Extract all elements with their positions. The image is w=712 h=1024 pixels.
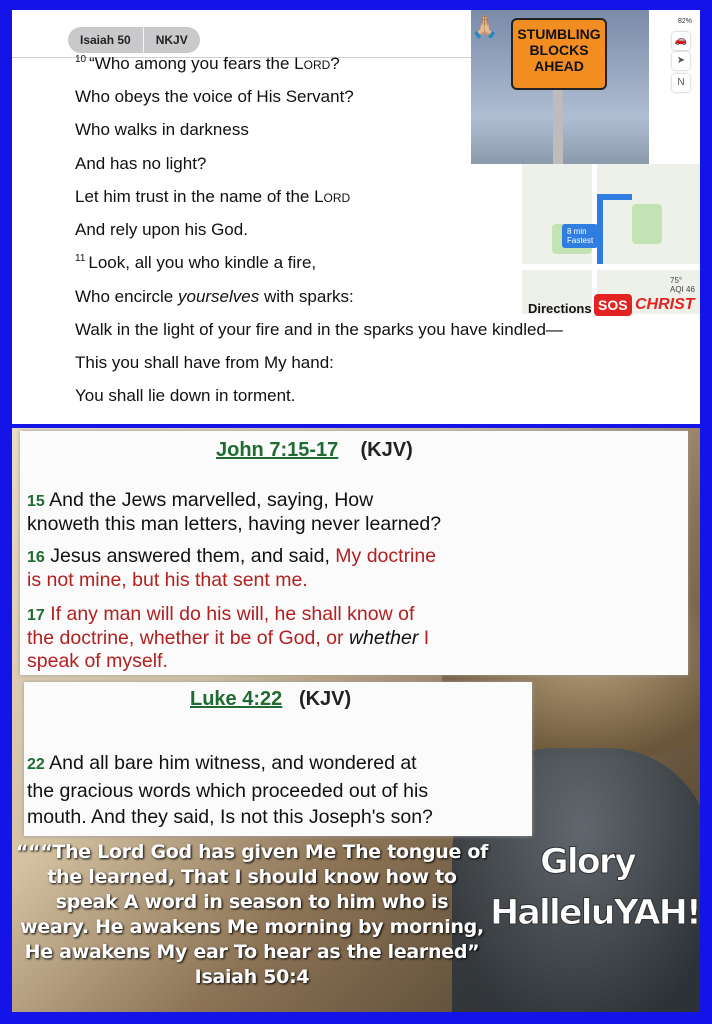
stumbling-blocks-image <box>471 10 649 164</box>
isaiah-line: And rely upon his God. <box>75 220 248 239</box>
isaiah-line: $^{10}$ “Who among you fears the Lord? <box>75 54 340 73</box>
book-label[interactable]: Isaiah 50 <box>80 33 131 47</box>
john-verse-17: 17 If any man will do his will, he shall know of the doctrine, whether it be of God, or whether I speak of myself. <box>27 603 430 672</box>
luke-reference: Luke 4:22 (KJV) <box>190 688 352 710</box>
isaiah-line: Who walks in darkness <box>75 120 249 139</box>
isaiah-line: Who obeys the voice of His Servant? <box>75 87 354 106</box>
isaiah-panel <box>12 10 700 424</box>
isaiah-line: Who encircle yourselves with sparks: <box>75 287 354 306</box>
praying-hands-icon: 🙏🏼 <box>471 14 499 39</box>
isaiah-line: $^{11}$ Look, all you who kindle a fire, <box>75 253 317 272</box>
halleluyah-text: HalleluYAH! <box>490 893 700 933</box>
location-arrow-icon[interactable]: ➤ <box>672 52 690 70</box>
isaiah-line: Walk in the light of your fire and in the sparks you have kindled— <box>75 320 563 339</box>
battery-status: 82% <box>677 18 692 25</box>
isaiah-line: Let him trust in the name of the Lord <box>75 187 351 206</box>
weather-temp: 75° AQI 46 <box>670 276 695 294</box>
directions-label[interactable]: Directions <box>528 301 592 316</box>
map-view[interactable] <box>522 164 700 314</box>
luke-verse-22: 22 And all bare him witness, and wondered at the gracious words which proceeded out of his mouth. And they said, Is not this Joseph's son? <box>27 752 433 828</box>
sign-line-2: BLOCKS <box>529 42 589 58</box>
isaiah-line: You shall lie down in torment. <box>75 386 296 405</box>
sign-line-1: STUMBLING <box>517 26 601 42</box>
sign-pole <box>553 90 563 164</box>
luke-scripture-card <box>24 682 532 836</box>
compass-icon[interactable]: N <box>672 74 690 92</box>
glory-text: Glory <box>540 842 635 882</box>
christ-label: CHRIST <box>635 296 695 313</box>
isaiah-line: This you shall have from My hand: <box>75 353 334 372</box>
john-scripture-card <box>20 431 688 675</box>
eta-badge[interactable]: 8 min Fastest <box>562 224 598 248</box>
john-verse-15: 15 And the Jews marvelled, saying, How knoweth this man letters, having never learned? <box>27 489 442 535</box>
car-icon[interactable]: 🚗 <box>672 32 690 50</box>
sos-badge: SOS <box>594 294 632 316</box>
sign-line-3: AHEAD <box>534 58 584 74</box>
john-reference: John 7:15-17 (KJV) <box>216 439 413 461</box>
reference-pill[interactable] <box>68 27 200 53</box>
john-verse-16: 16 Jesus answered them, and said, My doctrine is not mine, but his that sent me. <box>27 545 437 591</box>
isaiah-line: And has no light? <box>75 154 207 173</box>
isaiah-50-4-quote: “““The Lord God has given Me The tongue of the learned, That I should know how to speak A word in season to him who is weary. He awakens Me morning by morning, He awakens My ear To hear as the learned” Isaiah 50:4 <box>15 841 489 988</box>
version-label[interactable]: NKJV <box>155 33 188 47</box>
warning-sign <box>511 18 607 90</box>
